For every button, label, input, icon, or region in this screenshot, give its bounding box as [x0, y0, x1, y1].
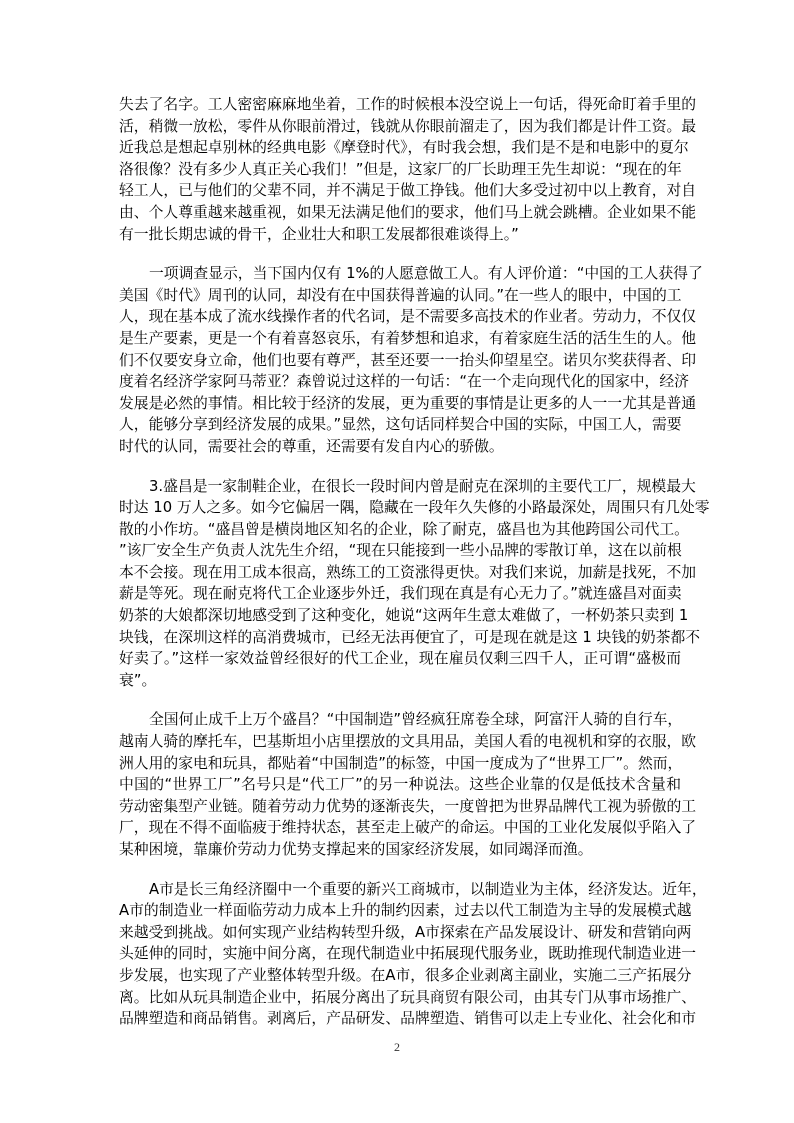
text-line: 劳动密集型产业链。随着劳动力优势的逐渐丧失，一度曾把为世界品牌代工视为骄傲的工 — [119, 797, 697, 815]
text-line: ”该厂安全生产负责人沈先生介绍，“现在只能接到一些小品牌的零散订单，这在以前根 — [119, 542, 682, 560]
text-line: 好卖了。”这样一家效益曾经很好的代工企业，现在雇员仅剩三四千人，正可谓“盛极而 — [119, 650, 681, 668]
document-body — [119, 94, 710, 1048]
text-line: 离。比如从玩具制造企业中，拓展分离出了玩具商贸有限公司，由其专门从事市场推广、 — [119, 988, 697, 1006]
text-line: 时达 10 万人之多。如今它偏居一隅，隐藏在一段年久失修的小路最深处，周围只有几处零 — [119, 499, 710, 517]
text-line: 中国的“世界工厂”名号只是“代工厂”的另一种说法。这些企业靠的仅是低技术含量和 — [119, 776, 681, 794]
text-line: 人，现在基本成了流水线操作者的代名词，是不需要多高技术的作业者。劳动力，不仅仅 — [119, 308, 697, 326]
text-line: 时代的认同，需要社会的尊重，还需要有发自内心的骄傲。 — [119, 437, 504, 455]
text-line: 度着名经济学家阿马蒂亚？森曾说过这样的一句话：“在一个走向现代化的国家中，经济 — [119, 373, 689, 391]
text-line: 块钱，在深圳这样的高消费城市，已经无法再便宜了，可是现在就是这 1 块钱的奶茶都不 — [119, 628, 701, 646]
text-line: 奶茶的大娘都深切地感受到了这种变化，她说“这两年生意太难做了，一杯奶茶只卖到 1 — [119, 607, 689, 625]
paragraph — [119, 94, 697, 245]
text-line: 洲人用的家电和玩具，都贴着“中国制造”的标签，中国一度成为了“世界工厂”。然而， — [119, 754, 683, 772]
paragraph — [119, 709, 697, 860]
text-line: 轻工人，已与他们的父辈不同，并不满足于做工挣钱。他们大多受过初中以上教育，对自 — [119, 182, 697, 200]
text-line: 品牌塑造和商品销售。剥离后，产品研发、品牌塑造、销售可以走上专业化、社会化和市 — [119, 1010, 697, 1028]
text-line: 有一批长期忠诚的骨干，企业壮大和职工发展都很难谈得上。” — [119, 225, 519, 243]
text-line: 们不仅要安身立命，他们也要有尊严，甚至还要一一抬头仰望星空。诺贝尔奖获得者、印 — [119, 351, 697, 369]
text-line: A市的制造业一样面临劳动力成本上升的制约因素，过去以代工制造为主导的发展模式越 — [119, 902, 692, 920]
paragraph — [119, 476, 710, 692]
text-line: 本不会接。现在用工成本很高，熟练工的工资涨得更快。对我们来说，加薪是找死，不加 — [119, 563, 697, 581]
text-line: 活，稍微一放松，零件从你眼前滑过，钱就从你眼前溜走了，因为我们都是计件工资。最 — [119, 117, 697, 135]
paragraph — [119, 879, 707, 1030]
text-line: 一项调查显示，当下国内仅有 1%的人愿意做工人。有人评价道：“中国的工人获得了 — [149, 265, 703, 283]
text-line: 散的小作坊。“盛昌曾是横岗地区知名的企业，除了耐克，盛昌也为其他跨国公司代工。 — [119, 520, 689, 538]
text-line: 人，能够分享到经济发展的成果。”显然，这句话同样契合中国的实际，中国工人，需要 — [119, 416, 682, 434]
text-line: 发展是必然的事情。相比较于经济的发展，更为重要的事情是让更多的人一一尤其是普通 — [119, 394, 697, 412]
text-line: 由、个人尊重越来越重视，如果无法满足他们的要求，他们马上就会跳槽。企业如果不能 — [119, 203, 697, 221]
text-line: 衰”。 — [119, 671, 157, 689]
page-number: 2 — [394, 1040, 400, 1054]
text-line: 全国何止成千上万个盛昌？“中国制造”曾经疯狂席卷全球，阿富汗人骑的自行车， — [149, 711, 683, 729]
text-line: 步发展，也实现了产业整体转型升级。在A市，很多企业剥离主副业，实施二三产拓展分 — [119, 966, 692, 984]
text-line: 越南人骑的摩托车，巴基斯坦小店里摆放的文具用品，美国人看的电视机和穿的衣服，欧 — [119, 733, 697, 751]
text-line: 失去了名字。工人密密麻麻地坐着，工作的时候根本没空说上一句话，得死命盯着手里的 — [119, 96, 697, 113]
text-line: 美国《时代》周刊的认同，却没有在中国获得普遍的认同。”在一些人的眼中，中国的工 — [119, 286, 682, 304]
text-line: 某种困境，靠廉价劳动力优势支撑起来的国家经济发展，如同竭泽而渔。 — [119, 841, 593, 858]
text-line: 3.盛昌是一家制鞋企业，在很长一段时间内曾是耐克在深圳的主要代工厂，规模最大 — [149, 477, 696, 495]
paragraph — [119, 263, 703, 457]
text-line: A市是长三角经济圈中一个重要的新兴工商城市，以制造业为主体，经济发达。近年， — [149, 880, 707, 898]
text-line: 头延伸的同时，实施中间分离，在现代制造业中拓展现代服务业，既助推现代制造业进一 — [119, 945, 697, 963]
text-line: 来越受到挑战。如何实现产业结构转型升级，A市探索在产品发展设计、研发和营销向两 — [119, 923, 692, 941]
text-line: 洛很像？没有多少人真正关心我们！”但是，这家厂的厂长助理王先生却说：“现在的年 — [119, 160, 682, 178]
text-line: 是生产要素，更是一个有着喜怒哀乐，有着梦想和追求，有着家庭生活的活生生的人。他 — [119, 329, 697, 347]
text-line: 厂，现在不得不面临疲于维持状态，甚至走上破产的命运。中国的工业化发展似乎陷入了 — [119, 819, 697, 837]
text-line: 薪是等死。现在耐克将代工企业逐步外迁，我们现在真是有心无力了。”就连盛昌对面卖 — [119, 585, 682, 603]
text-line: 近我总是想起卓别林的经典电影《摩登时代》，有时我会想，我们是不是和电影中的夏尔 — [119, 139, 689, 157]
